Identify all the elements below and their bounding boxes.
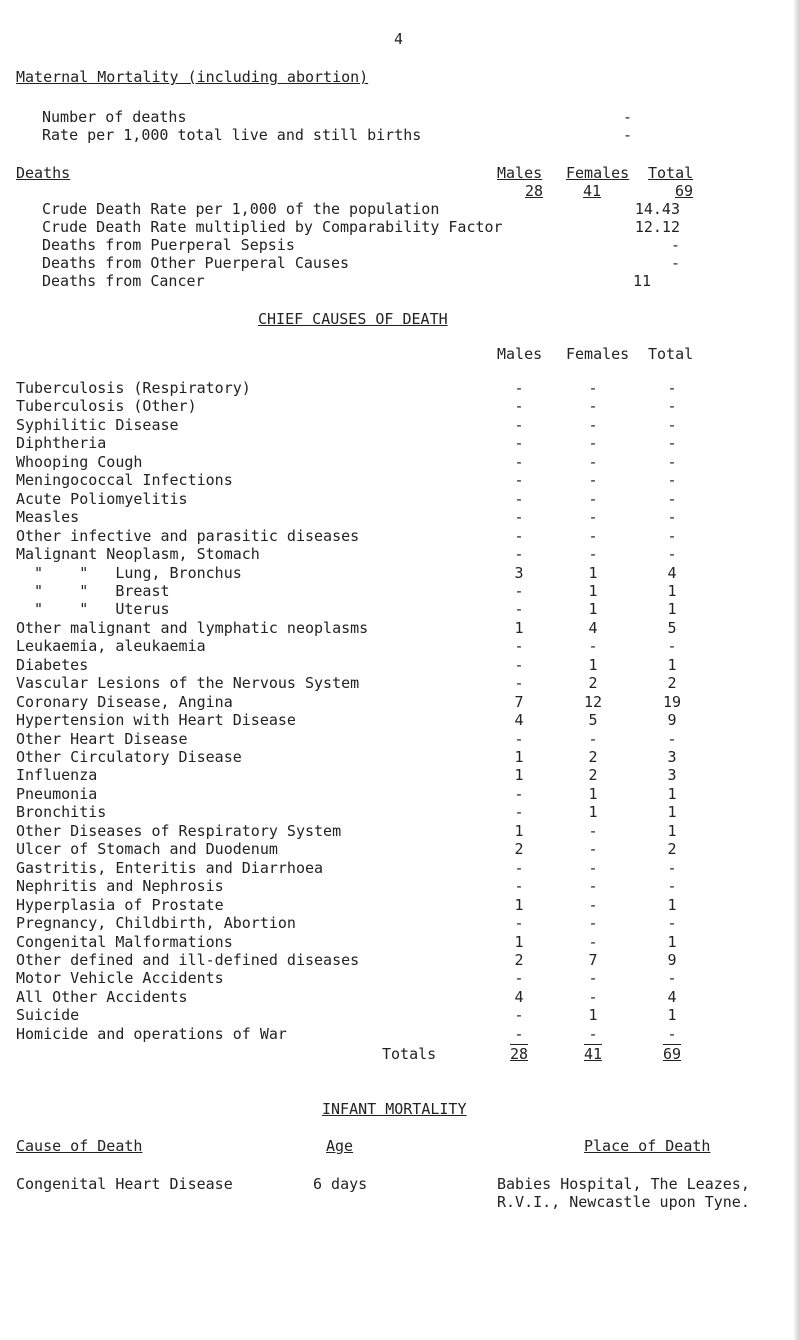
cause-row-females: 7 [588,951,598,969]
cause-row-total: 1 [667,582,677,600]
totals-label: Totals [382,1045,437,1063]
maternal-heading: Maternal Mortality (including abortion) [16,68,369,86]
cause-row-females: - [588,840,598,858]
cause-row-total: - [667,637,677,655]
cause-row-label: Pregnancy, Childbirth, Abortion [16,914,296,932]
deaths-row-value: 14.43 [634,200,680,218]
totals-males: 28 [509,1045,529,1063]
cause-row-females: 1 [588,1006,598,1024]
infant-col-cause: Cause of Death [16,1137,143,1155]
cause-row-females: - [588,545,598,563]
cause-row-males: 1 [514,896,524,914]
cause-row-label: Malignant Neoplasm, Stomach [16,545,260,563]
causes-col-males: Males [497,345,543,363]
cause-row-label: All Other Accidents [16,988,188,1006]
causes-col-total: Total [648,345,694,363]
totals-females: 41 [583,1045,603,1063]
cause-row-males: 4 [514,988,524,1006]
cause-row-total: 9 [667,951,677,969]
cause-row-males: - [514,656,524,674]
infant-cause: Congenital Heart Disease [16,1175,233,1193]
cause-row-label: Vascular Lesions of the Nervous System [16,674,360,692]
cause-row-males: - [514,1006,524,1024]
cause-row-total: - [667,877,677,895]
deaths-row-value: 11 [632,272,651,290]
cause-row-females: 2 [588,766,598,784]
deaths-males-value: 28 [525,182,544,200]
infant-col-age: Age [326,1137,354,1155]
cause-row-total: 4 [667,564,677,582]
deaths-row-value: - [670,236,680,254]
cause-row-total: - [667,379,677,397]
cause-row-males: 1 [514,933,524,951]
cause-row-males: 7 [514,693,524,711]
cause-row-males: - [514,379,524,397]
cause-row-males: - [514,803,524,821]
cause-row-females: - [588,508,598,526]
causes-heading: CHIEF CAUSES OF DEATH [258,310,448,328]
cause-row-label: Other Circulatory Disease [16,748,242,766]
cause-row-label: Bronchitis [16,803,107,821]
maternal-row-label: Number of deaths [42,108,187,126]
cause-row-females: 2 [588,748,598,766]
cause-row-total: 1 [667,896,677,914]
cause-row-females: - [588,822,598,840]
cause-row-males: 1 [514,822,524,840]
cause-row-total: 4 [667,988,677,1006]
cause-row-males: 1 [514,766,524,784]
deaths-row-label: Deaths from Puerperal Sepsis [42,236,295,254]
cause-row-females: - [588,471,598,489]
cause-row-label: Suicide [16,1006,80,1024]
cause-row-total: - [667,416,677,434]
cause-row-females: 4 [588,619,598,637]
cause-row-females: - [588,416,598,434]
cause-row-females: - [588,637,598,655]
cause-row-total: - [667,969,677,987]
cause-row-males: - [514,416,524,434]
cause-row-total: 1 [667,785,677,803]
cause-row-females: 1 [588,656,598,674]
cause-row-label: Gastritis, Enteritis and Diarrhoea [16,859,324,877]
deaths-females-value: 41 [583,182,602,200]
cause-row-males: - [514,471,524,489]
causes-col-females: Females [566,345,630,363]
cause-row-males: 3 [514,564,524,582]
cause-row-total: 1 [667,803,677,821]
cause-row-females: - [588,379,598,397]
cause-row-females: 5 [588,711,598,729]
cause-row-total: - [667,914,677,932]
cause-row-females: - [588,527,598,545]
cause-row-label: Hypertension with Heart Disease [16,711,296,729]
cause-row-label: Leukaemia, aleukaemia [16,637,206,655]
cause-row-males: 4 [514,711,524,729]
cause-row-males: - [514,859,524,877]
cause-row-total: 1 [667,656,677,674]
cause-row-total: 19 [662,693,682,711]
infant-place-line2: R.V.I., Newcastle upon Tyne. [497,1193,750,1211]
cause-row-females: 2 [588,674,598,692]
cause-row-total: 2 [667,674,677,692]
cause-row-females: 1 [588,564,598,582]
cause-row-total: 3 [667,748,677,766]
cause-row-label: Other Diseases of Respiratory System [16,822,342,840]
cause-row-males: - [514,674,524,692]
cause-row-label: Acute Poliomyelitis [16,490,188,508]
cause-row-total: 9 [667,711,677,729]
cause-row-total: 2 [667,840,677,858]
deaths-row-label: Crude Death Rate per 1,000 of the population [42,200,440,218]
cause-row-total: 1 [667,933,677,951]
cause-row-label: Other malignant and lymphatic neoplasms [16,619,369,637]
cause-row-females: - [588,859,598,877]
deaths-heading: Deaths [16,164,71,182]
cause-row-females: - [588,969,598,987]
cause-row-females: - [588,877,598,895]
cause-row-males: - [514,1025,524,1043]
page-number: 4 [394,30,404,48]
cause-row-females: - [588,453,598,471]
cause-row-males: - [514,582,524,600]
cause-row-label: Syphilitic Disease [16,416,179,434]
cause-row-males: - [514,914,524,932]
cause-row-label: Nephritis and Nephrosis [16,877,224,895]
cause-row-label: Meningococcal Infections [16,471,233,489]
infant-col-place: Place of Death [584,1137,711,1155]
cause-row-label: Other Heart Disease [16,730,188,748]
cause-row-females: - [588,490,598,508]
cause-row-males: - [514,600,524,618]
deaths-row-label: Deaths from Cancer [42,272,205,290]
maternal-row-value: - [623,126,633,144]
deaths-col-males: Males [497,164,543,182]
cause-row-males: - [514,453,524,471]
cause-row-females: - [588,397,598,415]
deaths-total-value: 69 [675,182,694,200]
deaths-col-females: Females [566,164,630,182]
cause-row-males: - [514,434,524,452]
cause-row-total: - [667,508,677,526]
deaths-row-value: 12.12 [634,218,680,236]
cause-row-males: - [514,637,524,655]
cause-row-females: - [588,730,598,748]
cause-row-females: - [588,933,598,951]
cause-row-males: 1 [514,748,524,766]
cause-row-females: - [588,434,598,452]
maternal-row-label: Rate per 1,000 total live and still births [42,126,422,144]
cause-row-males: - [514,397,524,415]
cause-row-females: 1 [588,582,598,600]
cause-row-females: - [588,896,598,914]
cause-row-males: - [514,527,524,545]
cause-row-label: " " Uterus [16,600,170,618]
cause-row-females: 12 [583,693,603,711]
infant-place-line1: Babies Hospital, The Leazes, [497,1175,750,1193]
cause-row-males: - [514,490,524,508]
cause-row-label: Other defined and ill-defined diseases [16,951,360,969]
cause-row-females: 1 [588,803,598,821]
cause-row-label: Tuberculosis (Other) [16,397,197,415]
cause-row-label: Influenza [16,766,98,784]
cause-row-total: - [667,859,677,877]
cause-row-females: - [588,914,598,932]
deaths-row-label: Deaths from Other Puerperal Causes [42,254,350,272]
cause-row-label: Diphtheria [16,434,107,452]
infant-age: 6 days [313,1175,368,1193]
cause-row-label: Hyperplasia of Prostate [16,896,224,914]
cause-row-total: - [667,1025,677,1043]
cause-row-label: Coronary Disease, Angina [16,693,233,711]
cause-row-label: Whooping Cough [16,453,143,471]
totals-total: 69 [662,1045,682,1063]
cause-row-total: - [667,434,677,452]
cause-row-males: - [514,877,524,895]
cause-row-label: Motor Vehicle Accidents [16,969,224,987]
cause-row-total: - [667,545,677,563]
cause-row-total: - [667,453,677,471]
cause-row-females: - [588,1025,598,1043]
deaths-row-value: - [670,254,680,272]
cause-row-label: Ulcer of Stomach and Duodenum [16,840,278,858]
infant-heading: INFANT MORTALITY [322,1100,467,1118]
cause-row-males: 2 [514,840,524,858]
cause-row-males: - [514,545,524,563]
cause-row-total: 5 [667,619,677,637]
cause-row-males: 2 [514,951,524,969]
cause-row-total: - [667,471,677,489]
cause-row-label: Measles [16,508,80,526]
cause-row-total: - [667,397,677,415]
cause-row-females: 1 [588,600,598,618]
cause-row-label: Diabetes [16,656,89,674]
cause-row-label: Tuberculosis (Respiratory) [16,379,251,397]
cause-row-females: 1 [588,785,598,803]
page-edge-shadow [794,0,800,1340]
cause-row-males: 1 [514,619,524,637]
maternal-row-value: - [623,108,633,126]
cause-row-total: 1 [667,600,677,618]
cause-row-total: - [667,730,677,748]
cause-row-total: 1 [667,1006,677,1024]
cause-row-label: " " Lung, Bronchus [16,564,242,582]
cause-row-total: 1 [667,822,677,840]
cause-row-total: - [667,490,677,508]
cause-row-label: Other infective and parasitic diseases [16,527,360,545]
cause-row-females: - [588,988,598,1006]
cause-row-total: 3 [667,766,677,784]
deaths-col-total: Total [648,164,694,182]
cause-row-label: " " Breast [16,582,170,600]
cause-row-label: Homicide and operations of War [16,1025,287,1043]
cause-row-males: - [514,508,524,526]
cause-row-males: - [514,785,524,803]
cause-row-males: - [514,969,524,987]
cause-row-label: Pneumonia [16,785,98,803]
deaths-row-label: Crude Death Rate multiplied by Comparability Factor [42,218,503,236]
cause-row-males: - [514,730,524,748]
cause-row-label: Congenital Malformations [16,933,233,951]
cause-row-total: - [667,527,677,545]
